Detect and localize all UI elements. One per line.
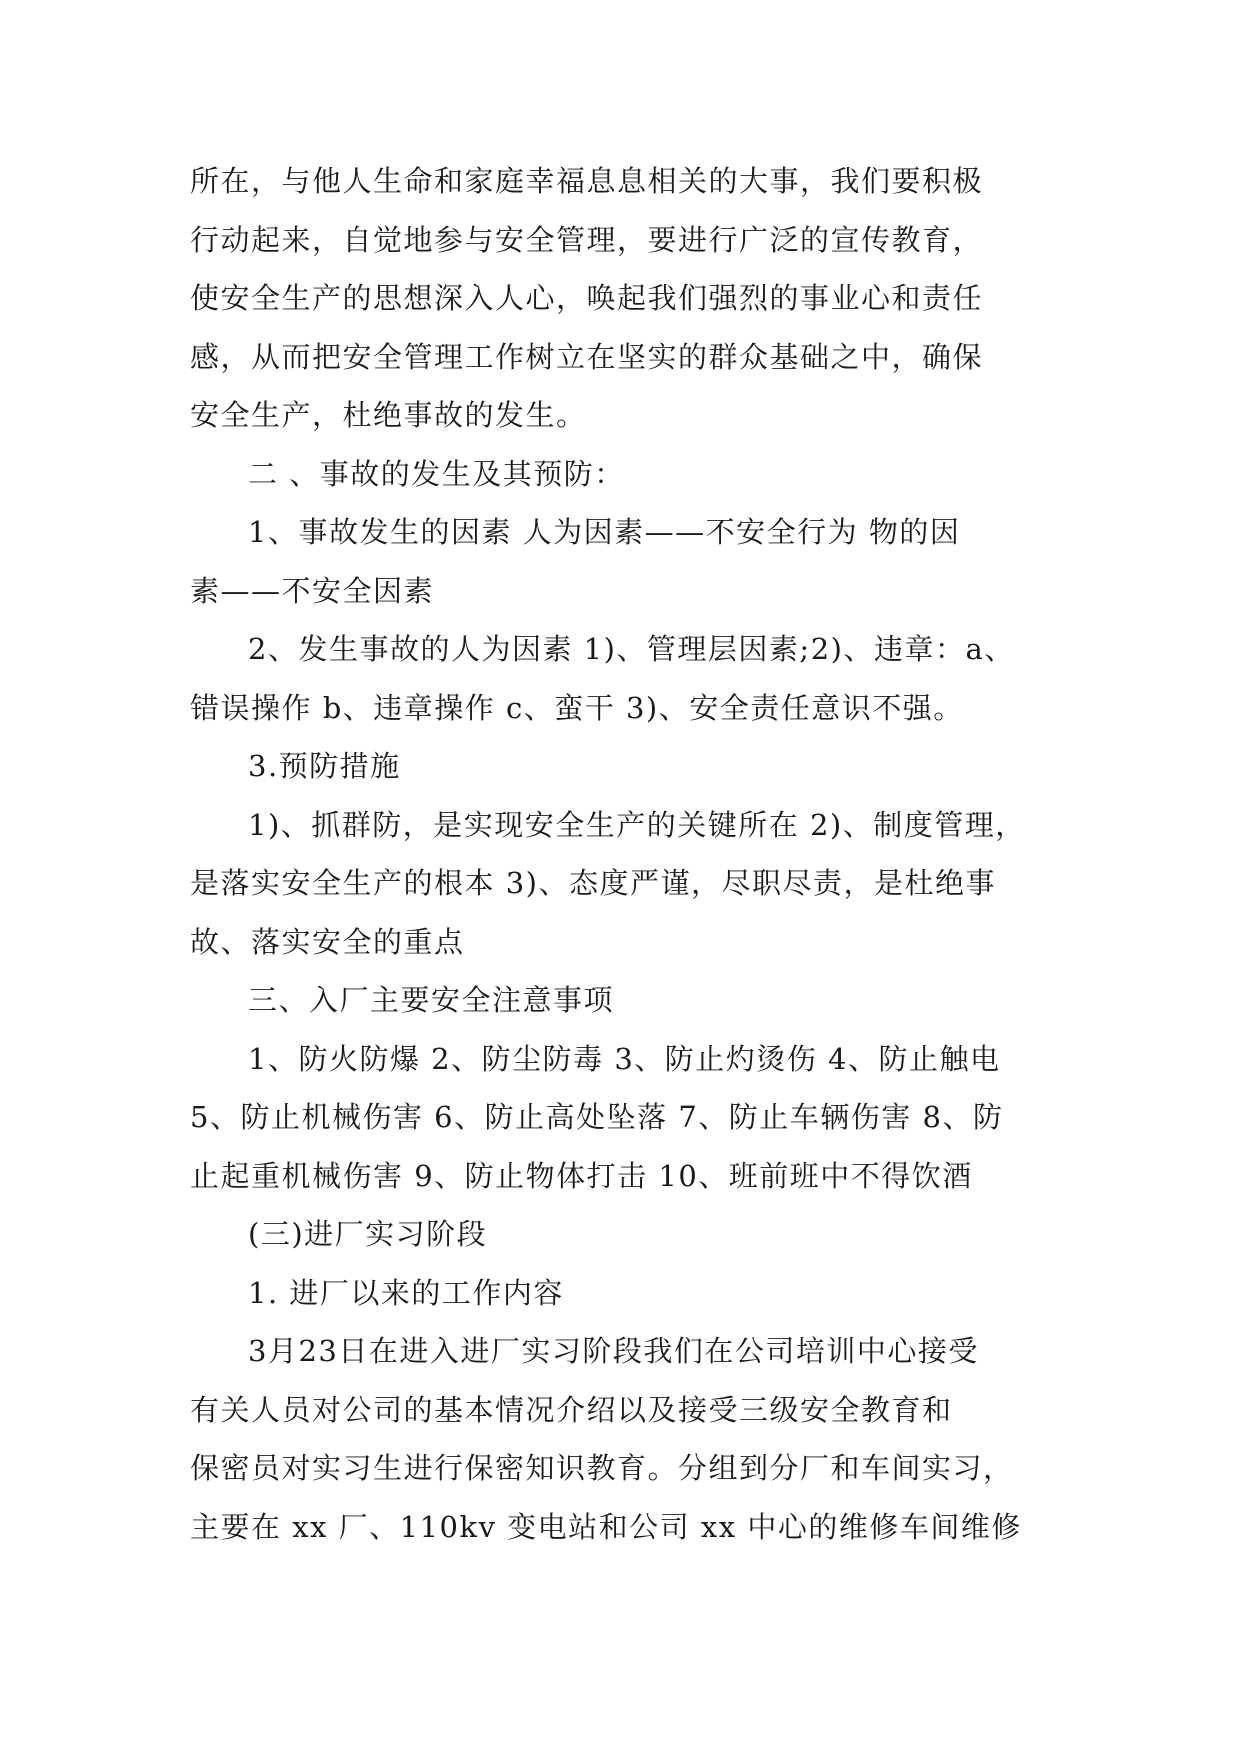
text-line: 5、防止机械伤害 6、防止高处坠落 7、防止车辆伤害 8、防 bbox=[190, 1100, 1004, 1134]
text-line: 3月23日在进入进厂实习阶段我们在公司培训中心接受 bbox=[248, 1334, 979, 1368]
text-line: 素——不安全因素 bbox=[190, 573, 435, 608]
text-line: 错误操作 b、违章操作 c、蛮干 3)、安全责任意识不强。 bbox=[190, 690, 964, 725]
section-heading-internship: (三)进厂实习阶段 bbox=[248, 1217, 488, 1251]
text-line: 使安全生产的思想深入人心，唤起我们强烈的事业心和责任 bbox=[190, 281, 984, 315]
section-heading-safety-notes: 三、入厂主要安全注意事项 bbox=[248, 983, 615, 1017]
text-line: 止起重机械伤害 9、防止物体打击 10、班前班中不得饮酒 bbox=[190, 1158, 973, 1193]
text-line: 2、发生事故的人为因素 1)、管理层因素;2)、违章：a、 bbox=[248, 632, 1015, 666]
text-line: 行动起来，自觉地参与安全管理，要进行广泛的宣传教育， bbox=[190, 222, 984, 257]
text-line: 1)、抓群防，是实现安全生产的关键所在 2)、制度管理， bbox=[248, 807, 1026, 842]
section-heading-accidents: 二 、事故的发生及其预防： bbox=[248, 456, 625, 491]
subheading-work-content: 1. 进厂以来的工作内容 bbox=[248, 1275, 564, 1310]
document-body bbox=[190, 152, 1050, 1556]
text-line: 有关人员对公司的基本情况介绍以及接受三级安全教育和 bbox=[190, 1392, 953, 1427]
text-line: 保密员对实习生进行保密知识教育。分组到分厂和车间实习， bbox=[190, 1451, 1014, 1485]
text-line: 故、落实安全的重点 bbox=[190, 924, 465, 959]
subheading-prevention: 3.预防措施 bbox=[248, 749, 401, 783]
text-line: 是落实安全生产的根本 3)、态度严谨，尽职尽责，是杜绝事 bbox=[190, 866, 996, 900]
text-line: 安全生产，杜绝事故的发生。 bbox=[190, 398, 587, 432]
text-line: 1、事故发生的因素 人为因素——不安全行为 物的因 bbox=[248, 515, 961, 549]
text-line: 主要在 xx 厂、110kv 变电站和公司 xx 中心的维修车间维修 bbox=[190, 1509, 1022, 1544]
text-line: 所在，与他人生命和家庭幸福息息相关的大事，我们要积极 bbox=[190, 164, 984, 198]
text-line: 感，从而把安全管理工作树立在坚实的群众基础之中，确保 bbox=[190, 339, 984, 374]
text-line: 1、防火防爆 2、防尘防毒 3、防止灼烫伤 4、防止触电 bbox=[248, 1041, 1001, 1076]
